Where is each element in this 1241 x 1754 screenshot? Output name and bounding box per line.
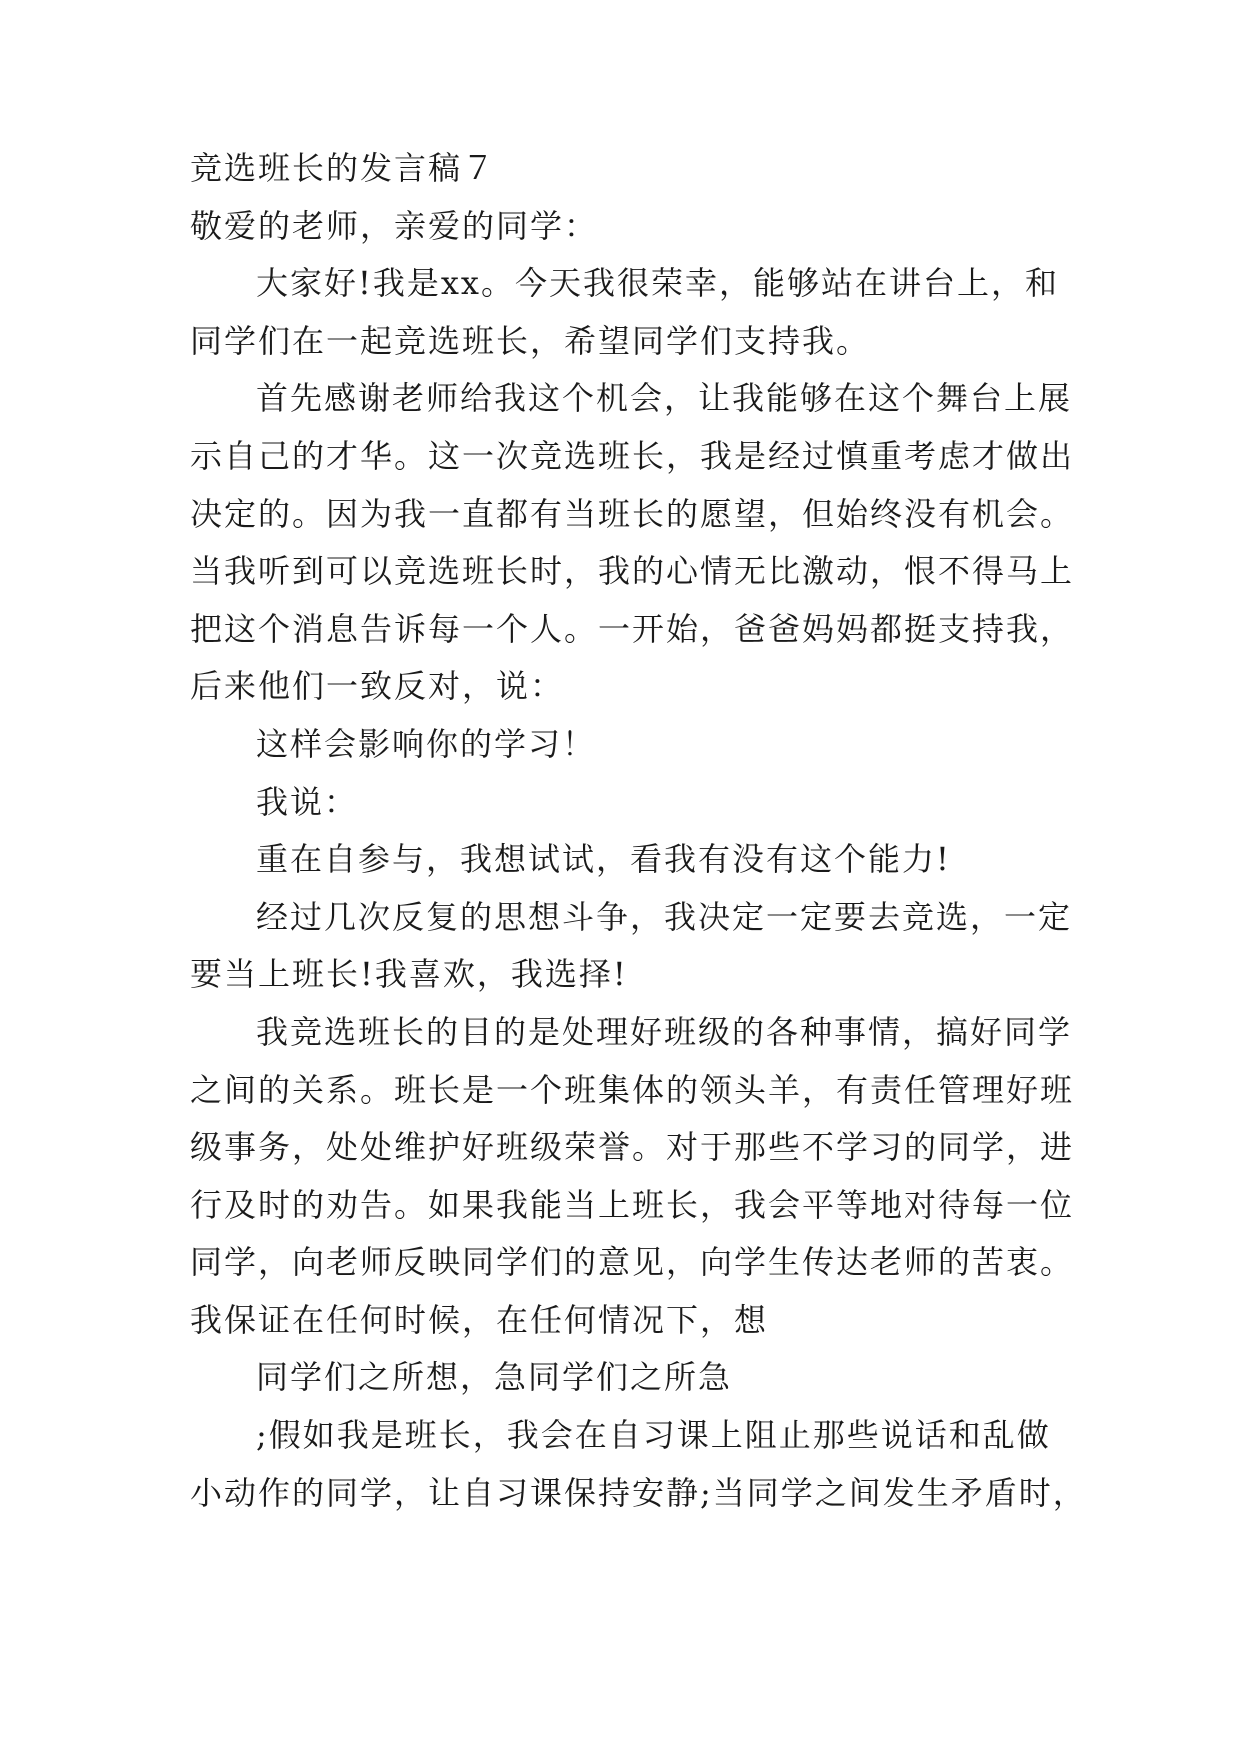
text-line: 敬爱的老师，亲爱的同学： — [190, 206, 599, 245]
document-body — [190, 140, 1087, 1522]
text-line: 重在自参与，我想试试，看我有没有这个能力! — [256, 840, 951, 879]
text-line: 后来他们一致反对，说： — [190, 667, 565, 706]
text-line: 把这个消息告诉每一个人。一开始，爸爸妈妈都挺支持我， — [190, 609, 1075, 648]
text-line: 大家好!我是xx。今天我很荣幸，能够站在讲台上，和 — [256, 264, 1059, 303]
text-line: 我竞选班长的目的是处理好班级的各种事情，搞好同学 — [256, 1012, 1073, 1051]
text-line: 我说： — [256, 782, 359, 821]
text-line: ;假如我是班长，我会在自习课上阻止那些说话和乱做 — [256, 1416, 1051, 1455]
text-line: 之间的关系。班长是一个班集体的领头羊，有责任管理好班 — [190, 1070, 1075, 1109]
text-line: 我保证在任何时候，在任何情况下，想 — [190, 1300, 769, 1339]
text-line: 行及时的劝告。如果我能当上班长，我会平等地对待每一位 — [190, 1185, 1075, 1224]
text-line: 经过几次反复的思想斗争，我决定一定要去竞选，一定 — [256, 897, 1073, 936]
text-line: 同学们在一起竞选班长，希望同学们支持我。 — [190, 321, 871, 360]
text-line: 示自己的才华。这一次竞选班长，我是经过慎重考虑才做出 — [190, 436, 1075, 475]
text-line: 首先感谢老师给我这个机会，让我能够在这个舞台上展 — [256, 379, 1073, 418]
text-line: 同学，向老师反映同学们的意见，向学生传达老师的苦衷。 — [190, 1243, 1075, 1282]
text-line: 同学们之所想，急同学们之所急 — [256, 1358, 733, 1397]
text-line: 决定的。因为我一直都有当班长的愿望，但始终没有机会。 — [190, 494, 1075, 533]
text-line: 级事务，处处维护好班级荣誉。对于那些不学习的同学，进 — [190, 1128, 1075, 1167]
text-line: 这样会影响你的学习！ — [256, 724, 597, 763]
text-line: 要当上班长!我喜欢，我选择! — [190, 955, 628, 994]
text-line: 小动作的同学，让自习课保持安静;当同学之间发生矛盾时， — [190, 1473, 1087, 1512]
text-line: 当我听到可以竞选班长时，我的心情无比激动，恨不得马上 — [190, 552, 1075, 591]
document-title: 竞选班长的发言稿７ — [190, 149, 497, 187]
